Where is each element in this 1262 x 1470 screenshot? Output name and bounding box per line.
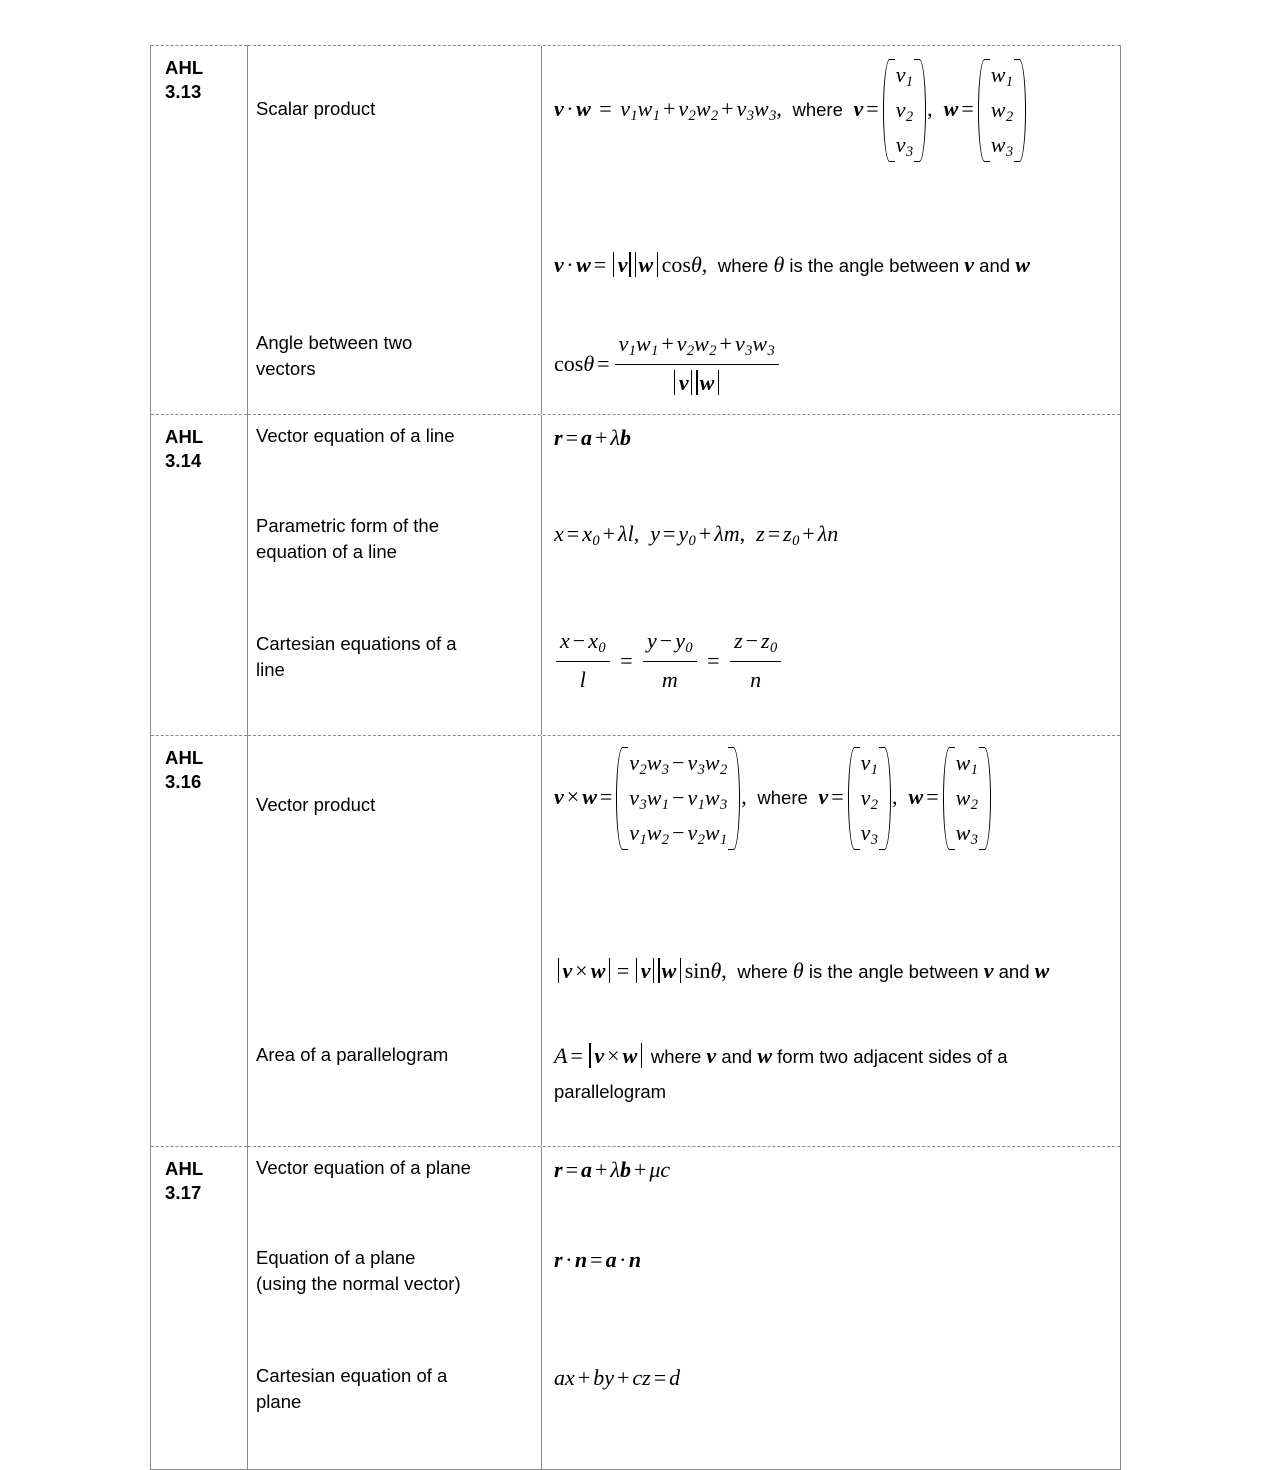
fraction-z: $\frac{z - z_0}{n}$	[730, 624, 781, 696]
formula-expression-scalar-product-cosine: v · w = v w cosθ, where θ is the angle between v and w	[554, 252, 1030, 277]
section-rows-316	[248, 736, 1120, 1146]
formula-label-line1: Angle between two	[256, 332, 413, 353]
formula-label-area-parallelogram: Area of a parallelogram	[248, 1028, 542, 1146]
formula-label-blank-1	[248, 230, 542, 322]
formula-label-line2: plane	[256, 1391, 302, 1413]
formula-row-area-parallelogram	[248, 1028, 1120, 1146]
formula-label-line2: vectors	[256, 358, 316, 380]
formula-row-parametric-line	[248, 499, 1120, 617]
table-row	[151, 736, 1121, 1147]
formula-label-blank-2	[248, 938, 542, 1028]
formula-label-plane-normal	[248, 1231, 542, 1349]
formula-label-line1: Cartesian equation of a	[256, 1365, 448, 1386]
formula-row-vector-equation-plane	[248, 1147, 1120, 1231]
table-row	[151, 1147, 1121, 1470]
section-code-line2: 3.16	[165, 770, 202, 792]
formula-expression-vector-product: v × w = $v_2w_3 - v_3w_2$ $v_3w_1 - v_1w_3$ $v_1w_2 - v_2w_1$ , where v = $v_1$ $v_2$ $v_3$ , w = $w_1$ $w_2$ $w_3$	[542, 736, 1121, 938]
table-row	[151, 415, 1121, 736]
section-code-cell-316	[151, 736, 248, 1147]
formula-expression-parametric-line: $x = x_0 + \lambda l$, $y = y_0 + \lambda m$, $z = z_0 + \lambda n$	[554, 521, 839, 550]
section-body-313	[248, 46, 1121, 415]
formula-row-cartesian-line	[248, 617, 1120, 735]
formula-expression-angle-between-vectors: cosθ = $\frac{v_1w_1 + v_2w_2 + v_3w_3}{\text{v w}}$	[542, 322, 1121, 414]
column-vector-w: $w_1$ $w_2$ $w_3$	[978, 58, 1026, 163]
section-code-line1: AHL	[165, 57, 204, 78]
formula-label-line1: Parametric form of the	[256, 515, 440, 536]
formula-expression-cartesian-plane: ax + by + cz = d	[554, 1365, 681, 1390]
formula-label-cartesian-line	[248, 617, 542, 735]
formula-label-cartesian-plane	[248, 1349, 542, 1469]
formula-label-angle-between-vectors	[248, 322, 542, 414]
section-rows-317	[248, 1147, 1120, 1469]
section-body-316	[248, 736, 1121, 1147]
column-vector-v: $v_1$ $v_2$ $v_3$	[848, 746, 891, 851]
section-code-line1: AHL	[165, 747, 204, 768]
formula-label-parametric-line	[248, 499, 542, 617]
section-rows-313	[248, 46, 1120, 414]
fraction-cos-theta: $\frac{v_1w_1 + v_2w_2 + v_3w_3}{\text{v w}}$	[615, 327, 779, 399]
formula-label-vector-product: Vector product	[248, 736, 542, 938]
formula-row-scalar-product	[248, 46, 1120, 230]
formula-label-line2: equation of a line	[256, 541, 397, 563]
section-code-line2: 3.17	[165, 1181, 202, 1203]
column-vector-w: $w_1$ $w_2$ $w_3$	[943, 746, 991, 851]
section-code-line2: 3.13	[165, 80, 202, 102]
formula-expression-vector-equation-plane: r = a + λb + μc	[554, 1157, 671, 1182]
section-rows-314	[248, 415, 1120, 735]
section-body-317	[248, 1147, 1121, 1470]
formula-row-scalar-product-cosine	[248, 230, 1120, 322]
section-code-cell-314	[151, 415, 248, 736]
formula-expression-plane-normal: r · n = a · n	[554, 1247, 642, 1272]
fraction-y: $\frac{y - y_0}{m}$	[643, 624, 697, 696]
section-code-line1: AHL	[165, 426, 204, 447]
formula-expression-scalar-product: $v \cdot w = v_1w_1 + v_2w_2 + v_3w_3$, where v = $v_1$ $v_2$ $v_3$ , w = $w_1$ $w_2$ $w_3$	[542, 46, 1121, 230]
formula-expression-cartesian-line: $\frac{x - x_0}{l}$ = $\frac{y - y_0}{m}$ = $\frac{z - z_0}{n}$	[542, 617, 1121, 735]
section-code-line2: 3.14	[165, 449, 202, 471]
formula-row-vector-product-sine	[248, 938, 1120, 1028]
formula-label-scalar-product: Scalar product	[248, 46, 542, 230]
formula-label-line2: line	[256, 659, 285, 681]
formula-label-vector-equation-line: Vector equation of a line	[248, 415, 542, 499]
section-code-cell-317	[151, 1147, 248, 1470]
formula-row-angle-between-vectors	[248, 322, 1120, 414]
formula-row-cartesian-plane	[248, 1349, 1120, 1469]
formula-label-line1: Equation of a plane	[256, 1247, 416, 1268]
section-code-line1: AHL	[165, 1158, 204, 1179]
section-body-314	[248, 415, 1121, 736]
column-vector-cross-product: $v_2w_3 - v_3w_2$ $v_3w_1 - v_1w_3$ $v_1w_2 - v_2w_1$	[616, 746, 740, 851]
formula-expression-vector-equation-line: r = a + λb	[554, 425, 631, 450]
formula-table	[150, 45, 1121, 1470]
fraction-x: $\frac{x - x_0}{l}$	[556, 624, 610, 696]
table-row	[151, 46, 1121, 415]
formula-expression-vector-product-sine: v × w = v w sinθ, where θ is the angle between v and w	[542, 938, 1121, 1028]
formula-expression-area-parallelogram: A = v × w where v and w form two adjacent sides of a parallelogram	[554, 1043, 1008, 1103]
formula-label-line2: (using the normal vector)	[256, 1273, 461, 1295]
formula-label-vector-equation-plane: Vector equation of a plane	[248, 1147, 542, 1231]
formula-row-plane-normal	[248, 1231, 1120, 1349]
formula-label-line1: Cartesian equations of a	[256, 633, 457, 654]
section-code-cell-313	[151, 46, 248, 415]
formula-row-vector-equation-line	[248, 415, 1120, 499]
column-vector-v: $v_1$ $v_2$ $v_3$	[883, 58, 926, 163]
formula-row-vector-product	[248, 736, 1120, 938]
